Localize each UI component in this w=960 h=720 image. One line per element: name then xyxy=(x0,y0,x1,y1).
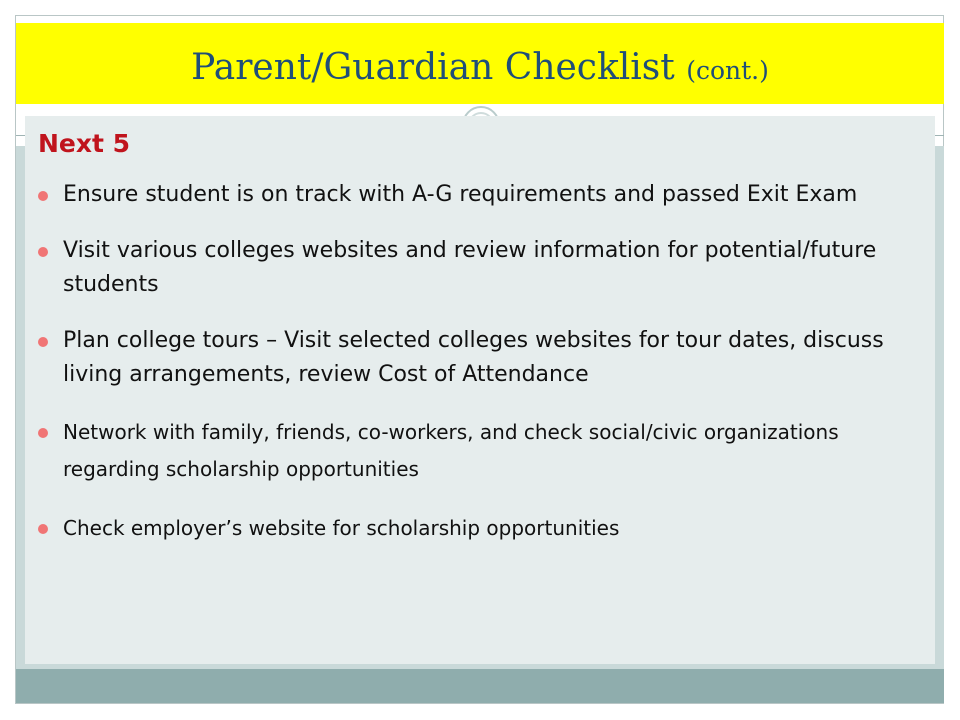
bullet-text: Network with family, friends, co-workers, and check social/civic organizations regarding scholarship opportunities xyxy=(63,420,839,481)
bullet-text: Plan college tours – Visit selected colleges websites for tour dates, discuss living arrangements, review Cost of Attendance xyxy=(63,328,884,387)
bullet-list xyxy=(38,178,928,547)
bullet-text: Check employer’s website for scholarship opportunities xyxy=(63,516,620,540)
list-item xyxy=(38,178,928,212)
footer-bar xyxy=(16,669,944,703)
bullet-text: Ensure student is on track with A-G requirements and passed Exit Exam xyxy=(63,182,858,207)
bullet-dot-icon xyxy=(38,337,48,347)
title-suffix: (cont.) xyxy=(686,56,769,85)
list-item xyxy=(38,234,928,302)
bullet-dot-icon xyxy=(38,428,48,438)
slide-title xyxy=(0,47,960,88)
bullet-dot-icon xyxy=(38,191,48,201)
list-item xyxy=(38,324,928,392)
bullet-text: Visit various colleges websites and review information for potential/future students xyxy=(63,238,877,297)
list-item xyxy=(38,414,928,488)
section-heading: Next 5 xyxy=(38,129,131,158)
bullet-dot-icon xyxy=(38,247,48,257)
bullet-dot-icon xyxy=(38,524,48,534)
title-main: Parent/Guardian Checklist xyxy=(191,47,675,88)
list-item xyxy=(38,510,928,547)
